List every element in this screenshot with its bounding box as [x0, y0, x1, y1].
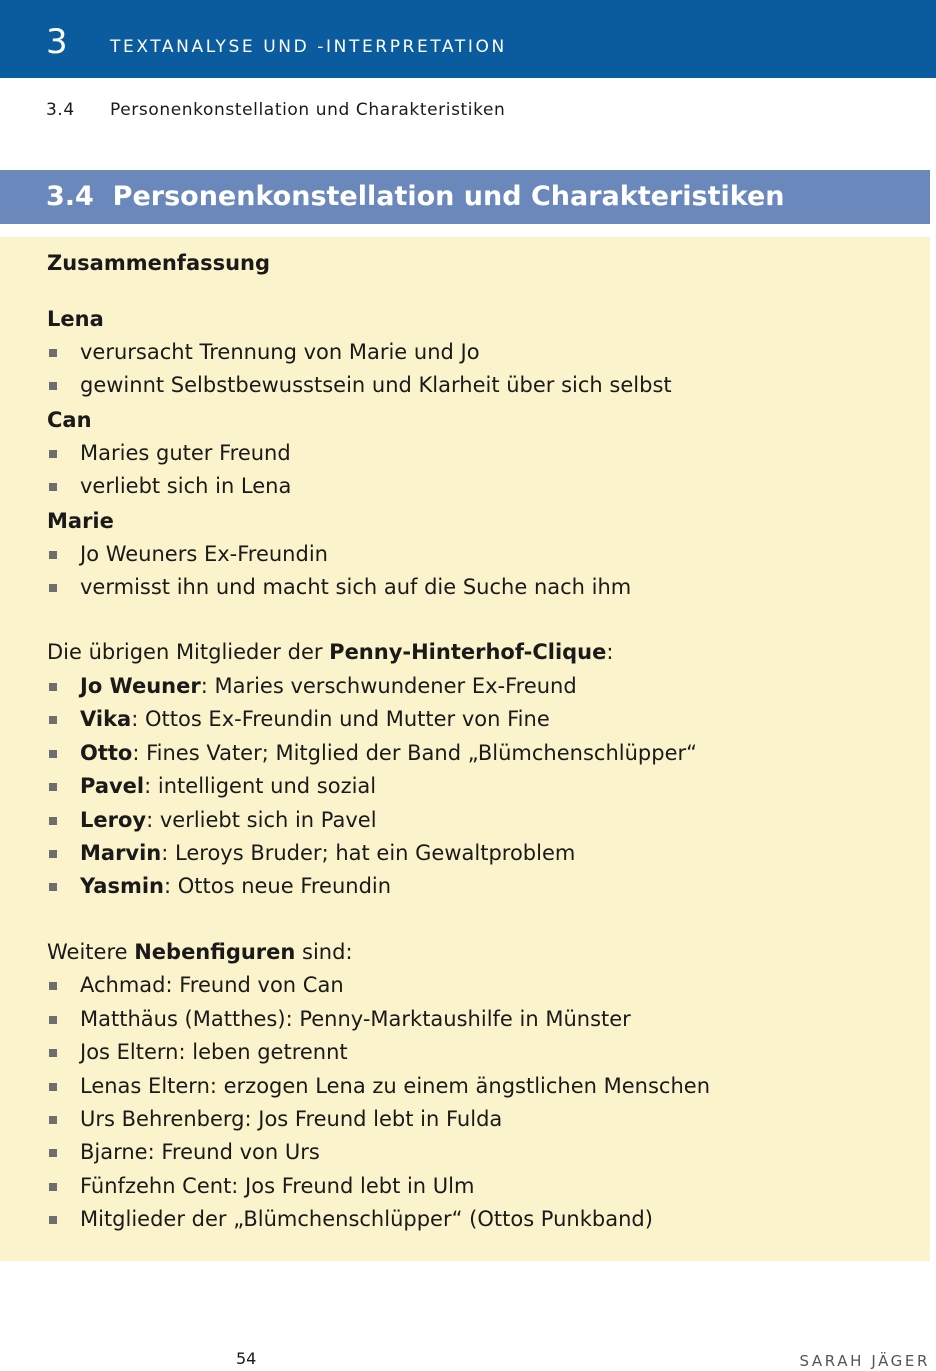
bullet-square-icon: [49, 883, 57, 891]
bullet-square-icon: [49, 850, 57, 858]
list-item: Jos Eltern: leben getrennt: [47, 1036, 907, 1069]
section-heading-number: 3.4: [46, 181, 94, 212]
clique-member: Yasmin: Ottos neue Freundin: [47, 870, 907, 903]
section-heading-title: Personenkonstellation und Charakteristiken: [112, 181, 785, 212]
clique-member: Pavel: intelligent und sozial: [47, 770, 907, 803]
clique-intro: Die übrigen Mitglieder der Penny-Hinterhof-Clique:: [47, 640, 614, 665]
running-section-number: 3.4: [46, 100, 75, 120]
clique-member: Otto: Fines Vater; Mitglied der Band „Blümchenschlüpper“: [47, 737, 907, 770]
summary-heading: Zusammenfassung: [47, 251, 271, 275]
bullet-square-icon: [49, 1116, 57, 1124]
page-number: 54: [236, 1349, 257, 1368]
character-name-lena: Lena: [47, 307, 104, 331]
bullet-square-icon: [49, 483, 57, 491]
list-item: Achmad: Freund von Can: [47, 969, 907, 1002]
bullet-square-icon: [49, 1049, 57, 1057]
list-item: verliebt sich in Lena: [47, 470, 907, 503]
bullet-square-icon: [49, 716, 57, 724]
bullet-square-icon: [49, 584, 57, 592]
bullet-square-icon: [49, 349, 57, 357]
list-item: vermisst ihn und macht sich auf die Suche nach ihm: [47, 571, 907, 604]
running-section-title: Personenkonstellation und Charakteristiken: [110, 100, 506, 120]
bullet-square-icon: [49, 450, 57, 458]
chapter-header-bar: [0, 0, 936, 78]
list-item: verursacht Trennung von Marie und Jo: [47, 336, 907, 369]
bullet-square-icon: [49, 1183, 57, 1191]
list-item: Matthäus (Matthes): Penny-Marktaushilfe in Münster: [47, 1003, 907, 1036]
bullet-square-icon: [49, 382, 57, 390]
character-name-marie: Marie: [47, 508, 114, 533]
chapter-title: TEXTANALYSE UND -INTERPRETATION: [110, 37, 507, 57]
chapter-number: 3: [46, 22, 68, 62]
list-item: Bjarne: Freund von Urs: [47, 1136, 907, 1169]
bullet-square-icon: [49, 1016, 57, 1024]
bullet-square-icon: [49, 1149, 57, 1157]
author-name: SARAH JÄGER: [799, 1352, 930, 1370]
summary-content: [47, 237, 907, 1237]
others-intro: Weitere Nebenfiguren sind:: [47, 939, 353, 964]
bullet-square-icon: [49, 683, 57, 691]
bullet-square-icon: [49, 750, 57, 758]
list-item: Jo Weuners Ex-Freundin: [47, 538, 907, 571]
bullet-square-icon: [49, 783, 57, 791]
bullet-square-icon: [49, 1216, 57, 1224]
bullet-square-icon: [49, 982, 57, 990]
clique-member: Jo Weuner: Maries verschwundener Ex-Freund: [47, 670, 907, 703]
bullet-square-icon: [49, 817, 57, 825]
clique-member: Vika: Ottos Ex-Freundin und Mutter von Fine: [47, 703, 907, 736]
character-name-can: Can: [47, 407, 92, 432]
list-item: Urs Behrenberg: Jos Freund lebt in Fulda: [47, 1103, 907, 1136]
list-item: Lenas Eltern: erzogen Lena zu einem ängstlichen Menschen: [47, 1070, 907, 1103]
list-item: Fünfzehn Cent: Jos Freund lebt in Ulm: [47, 1170, 907, 1203]
section-heading-bar: [0, 170, 930, 224]
clique-member: Leroy: verliebt sich in Pavel: [47, 804, 907, 837]
bullet-square-icon: [49, 551, 57, 559]
summary-box: [0, 237, 930, 1261]
list-item: Maries guter Freund: [47, 437, 907, 470]
section-heading: [46, 180, 785, 214]
list-item: Mitglieder der „Blümchenschlüpper“ (Ottos Punkband): [47, 1203, 907, 1236]
list-item: gewinnt Selbstbewusstsein und Klarheit über sich selbst: [47, 369, 907, 402]
clique-member: Marvin: Leroys Bruder; hat ein Gewaltproblem: [47, 837, 907, 870]
bullet-square-icon: [49, 1083, 57, 1091]
